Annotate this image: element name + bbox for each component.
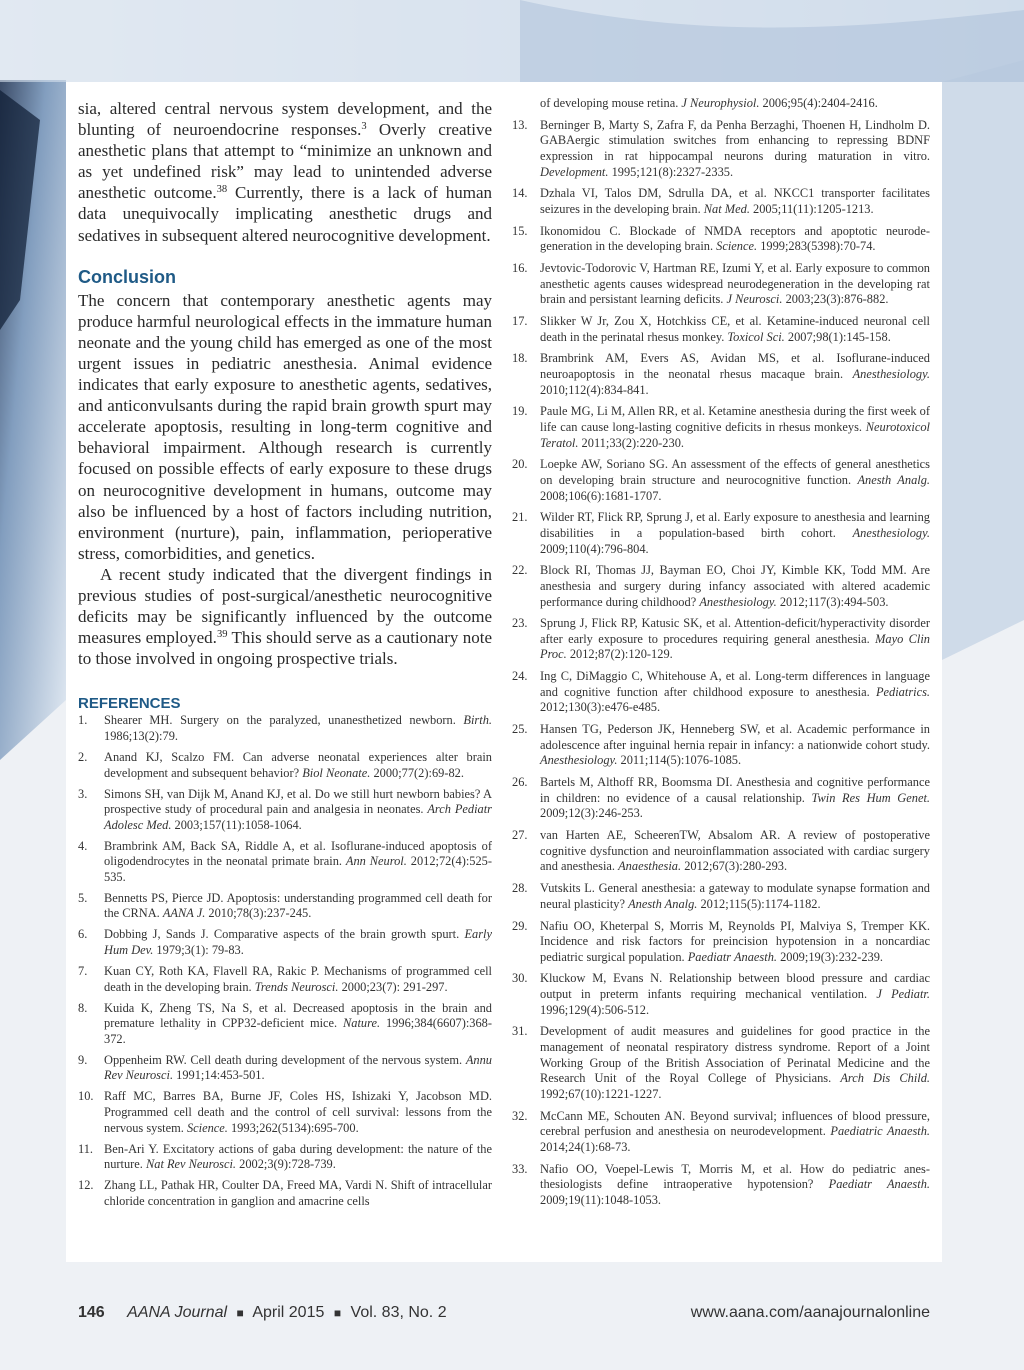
reference-number: 26. xyxy=(512,775,528,790)
reference-text xyxy=(104,1178,492,1209)
reference-journal: Science. xyxy=(716,239,758,254)
reference-body: Slikker W Jr, Zou X, Hotchkiss CE, et al. Ketamine-induced neuronal cell death in the perinatal rhesus monkey. xyxy=(540,314,930,344)
reference-citation: 2011;114(5):1076-1085. xyxy=(617,753,742,768)
reference-body: Brambrink AM, Evers AS, Avidan MS, et al. Isoflurane-induced neuroapoptosis in the neonatal rhesus macaque brain. xyxy=(540,351,930,382)
reference-text xyxy=(540,775,930,822)
reference-journal: AANA J. xyxy=(162,906,206,921)
references-list-right xyxy=(512,96,930,1208)
reference-number: 13. xyxy=(512,117,528,132)
page-footer xyxy=(78,1304,930,1322)
reference-citation: 2010;78(3):237-245. xyxy=(205,906,312,921)
reference-citation: 2014;24(1):68-73. xyxy=(540,1139,631,1154)
reference-journal: Annu Rev Neurosci. xyxy=(104,1052,492,1083)
reference-number: 23. xyxy=(512,616,528,631)
reference-body: Anand KJ, Scalzo FM. Can adverse neonatal experiences alter brain development and subsequent behavior? xyxy=(104,749,492,780)
reference-number: 16. xyxy=(512,261,528,276)
reference-text xyxy=(104,1053,492,1084)
reference-number: 15. xyxy=(512,223,528,238)
reference-body: Kluckow M, Evans N. Relationship between blood pressure and cardiac output in preterm infants requiring mechanical ventilation. xyxy=(540,971,930,1002)
reference-citation: 2012;117(3):494-503. xyxy=(776,594,889,609)
reference-text xyxy=(540,722,930,769)
reference-citation: 2012;130(3):e476-e485. xyxy=(540,700,661,715)
reference-number: 28. xyxy=(512,881,528,896)
reference-citation: 2009;110(4):796-804. xyxy=(540,541,649,556)
reference-number: 31. xyxy=(512,1024,528,1039)
reference-body: Sprung J, Flick RP, Katusic SK, et al. Attention-deficit/hyperactivity disorder after early exposure to procedures requiring general anesthesia. xyxy=(540,616,930,646)
reference-citation: 1979;3(1): 79-83. xyxy=(153,943,244,958)
reference-journal: J Neurophysiol. xyxy=(681,96,760,110)
reference-journal: Early Hum Dev. xyxy=(104,927,492,958)
reference-number: 12. xyxy=(78,1178,94,1193)
reference-number: 24. xyxy=(512,669,528,684)
reference-number: 19. xyxy=(512,404,528,419)
reference-body: Dzhala VI, Talos DM, Sdrulla DA, et al. NKCC1 transporter facilitates seizures in the developing brain. xyxy=(540,186,930,216)
reference-citation: 2008;106(6):1681-1707. xyxy=(540,488,662,503)
reference-journal: Neurotoxicol Teratol. xyxy=(540,420,930,450)
reference-body: Vutskits L. General anesthesia: a gateway to modulate synapse formation and neural plasticity? xyxy=(540,881,930,911)
reference-text xyxy=(540,118,930,180)
page-number: 146 xyxy=(78,1304,105,1321)
reference-number: 29. xyxy=(512,918,528,933)
reference-item xyxy=(78,1089,492,1136)
reference-journal: Arch Dis Child. xyxy=(840,1071,930,1086)
article-page xyxy=(66,82,942,1262)
left-column xyxy=(78,98,492,1215)
reference-journal: Mayo Clin Proc. xyxy=(540,631,930,662)
reference-body: Zhang LL, Pathak HR, Coulter DA, Freed MA, Vardi N. Shift of intracellular chloride concentration in ganglion and amacrine cells xyxy=(104,1178,492,1208)
reference-citation: 2006;95(4):2404-2416. xyxy=(759,96,878,110)
conclusion-paragraph-1: The concern that contemporary anesthetic agents may produce harmful neurological effects in the immature human neonate and the young child has emerged as one of the most urgent issues in pediatric anesthesia. Animal evidence indicates that early exposure to anesthetic agents, sedatives, and anticonvulsants during the rapid brain growth spurt may accelerate apoptosis, resulting in long-term cognitive and behavioral impairment. Although research is currently focused on possible effects of early exposure to these drugs on neurocognitive development in humans, outcome may also be influenced by a host of factors including nutrition, environment (nurture), pain, inflammation, perioperative stress, comorbidities, and genetics. xyxy=(78,290,492,563)
reference-body: Wilder RT, Flick RP, Sprung J, et al. Early exposure to anesthesia and learning disabilities in a population-based birth cohort. xyxy=(540,510,930,540)
reference-text xyxy=(540,96,930,112)
reference-item xyxy=(512,563,930,610)
reference-item xyxy=(78,713,492,744)
reference-item xyxy=(512,1024,930,1102)
reference-body: Oppenheim RW. Cell death during development of the nervous system. xyxy=(104,1052,466,1067)
reference-item xyxy=(512,186,930,217)
reference-item xyxy=(78,787,492,834)
reference-citation: 1992;67(10):1221-1227. xyxy=(540,1086,662,1101)
reference-item xyxy=(78,1142,492,1173)
reference-body: Simons SH, van Dijk M, Anand KJ, et al. Do we still hurt newborn babies? A prospective study of procedural pain and analgesia in neonates. xyxy=(104,786,492,817)
reference-text xyxy=(540,919,930,966)
right-column xyxy=(512,96,930,1215)
footer-citation xyxy=(78,1304,447,1322)
reference-body: Dobbing J, Sands J. Comparative aspects of the brain growth spurt. xyxy=(104,927,465,942)
reference-journal: Paediatr Anaesth. xyxy=(687,949,777,964)
reference-number: 6. xyxy=(78,927,88,942)
reference-text xyxy=(540,510,930,557)
reference-item xyxy=(512,118,930,180)
reference-journal: Nat Rev Neurosci. xyxy=(145,1157,237,1172)
reference-item xyxy=(78,1001,492,1048)
reference-number: 20. xyxy=(512,457,528,472)
reference-body: Nafio OO, Voepel-Lewis T, Morris M, et al. How do pediatric anesthesiologists define intraoperative hypotension? xyxy=(540,1161,930,1192)
reference-citation: 2000;23(7): 291-297. xyxy=(338,979,448,994)
reference-journal: Development. xyxy=(540,164,609,179)
reference-body: Ikonomidou C. Blockade of NMDA receptors and apoptotic neurodegeneration in the developing brain. xyxy=(540,223,930,254)
reference-journal: Ann Neurol. xyxy=(345,854,407,869)
reference-citation: 1995;121(8):2327-2335. xyxy=(608,164,734,179)
reference-body: Kuida K, Zheng TS, Na S, et al. Decreased apoptosis in the brain and premature lethality in CPP32-deficient mice. xyxy=(104,1000,492,1031)
separator-2: ■ xyxy=(333,1306,342,1320)
reference-item xyxy=(512,457,930,504)
reference-item xyxy=(512,971,930,1018)
reference-text xyxy=(540,1024,930,1102)
reference-text xyxy=(540,669,930,716)
reference-item xyxy=(512,722,930,769)
reference-citation: 2012;67(3):280-293. xyxy=(681,859,788,874)
reference-citation: 2009;12(3):246-253. xyxy=(540,806,643,821)
reference-number: 14. xyxy=(512,186,528,201)
reference-item xyxy=(512,404,930,451)
reference-number: 33. xyxy=(512,1161,528,1176)
reference-citation: 2005;11(11):1205-1213. xyxy=(749,201,874,216)
reference-item xyxy=(78,750,492,781)
reference-body: Development of audit measures and guidelines for good practice in the management of neonatal respiratory distress syndrome. Report of a Joint Working Group of the British Association of Perinatal Medicine and the Research Unit of the Royal College of Physicians. xyxy=(540,1024,930,1086)
reference-item xyxy=(512,775,930,822)
reference-item xyxy=(78,927,492,958)
reference-journal: Paediatric Anaesth. xyxy=(830,1124,930,1139)
reference-text xyxy=(540,828,930,875)
reference-journal: Nat Med. xyxy=(703,201,750,216)
reference-number: 32. xyxy=(512,1108,528,1123)
reference-citation: 2007;98(1):145-158. xyxy=(784,329,891,344)
reference-text xyxy=(540,314,930,345)
reference-number: 7. xyxy=(78,964,88,978)
reference-item xyxy=(512,261,930,308)
reference-text xyxy=(540,971,930,1018)
reference-body: Jevtovic-Todorovic V, Hartman RE, Izumi Y, et al. Early exposure to common anesthetic agents causes widespread neurodegeneration in the developing rat brain and persistant learning deficits. xyxy=(540,261,930,307)
journal-url[interactable]: www.aana.com/aanajournalonline xyxy=(690,1304,930,1321)
reference-journal: Arch Pediatr Adolesc Med. xyxy=(104,802,493,832)
reference-text xyxy=(540,261,930,308)
reference-item xyxy=(78,964,492,995)
reference-text xyxy=(104,1142,492,1173)
reference-number: 21. xyxy=(512,510,528,525)
reference-number: 8. xyxy=(78,1000,88,1015)
reference-body: Brambrink AM, Back SA, Riddle A, et al. Isoflurane-induced apoptosis of oligodendrocytes in the neonatal primate brain. xyxy=(104,838,492,869)
reference-citation: 2003;23(3):876-882. xyxy=(782,292,889,307)
journal-name: AANA Journal xyxy=(127,1304,228,1321)
reference-journal: Birth. xyxy=(463,713,492,728)
reference-citation: 2009;19(3):232-239. xyxy=(777,949,883,964)
reference-item xyxy=(78,839,492,886)
reference-number: 10. xyxy=(78,1089,94,1104)
reference-citation: 2003;157(11):1058-1064. xyxy=(171,817,302,832)
reference-item xyxy=(512,510,930,557)
conclusion-paragraph-2: A recent study indicated that the divergent findings in previous studies of post-surgical/anesthetic neurocognitive deficits may be significantly influenced by the outcome measures employed.$^{39}$ This should serve as a cautionary note to those involved in ongoing prospective trials. xyxy=(78,564,493,669)
reference-citation: 1991;14:453-501. xyxy=(173,1068,265,1083)
reference-text xyxy=(104,787,492,834)
reference-text xyxy=(104,713,492,744)
reference-citation: 2002;3(9):728-739. xyxy=(236,1157,336,1172)
reference-journal: Anesth Analg. xyxy=(628,896,698,911)
reference-text xyxy=(104,839,492,886)
reference-text xyxy=(104,1089,492,1136)
reference-text xyxy=(540,404,930,451)
reference-item xyxy=(78,891,492,922)
reference-body: Paule MG, Li M, Allen RR, et al. Ketamine anesthesia during the first week of life can cause long-lasting cognitive deficits in rhesus monkeys. xyxy=(540,404,930,434)
reference-citation: 2010;112(4):834-841. xyxy=(540,382,649,397)
reference-text xyxy=(104,964,492,995)
reference-body: McCann ME, Schouten AN. Beyond survival; influences of blood pressure, cerebral perfusion and anesthesia on neurodevelopment. xyxy=(540,1108,930,1139)
intro-paragraph: sia, altered central nervous system development, and the blunting of neuroendocrine responses.$^3$ Overly creative anesthetic plans that attempt to “minimize an unknown and as yet undefined risk” may lead to unintended adverse anesthetic outcome.$^{38}$ Currently, there is a lack of human data unequivocally implicating anesthetic drugs and sedatives in subsequent altered neurocognitive development. xyxy=(78,99,492,245)
reference-number: 11. xyxy=(78,1141,94,1156)
reference-number: 5. xyxy=(78,890,88,905)
reference-citation: 1986;13(2):79. xyxy=(104,728,178,743)
reference-text xyxy=(540,616,930,663)
reference-journal: Trends Neurosci. xyxy=(254,979,339,994)
reference-number: 22. xyxy=(512,563,528,578)
reference-item xyxy=(512,828,930,875)
reference-text xyxy=(540,351,930,398)
reference-item xyxy=(512,1109,930,1156)
reference-body: Ing C, DiMaggio C, Whitehouse A, et al. Long-term differences in language and cognitive function after childhood exposure to anesthesia. xyxy=(540,669,930,699)
reference-item xyxy=(512,1162,930,1209)
reference-journal: Anesthesiology. xyxy=(540,753,618,768)
reference-body: Loepke AW, Soriano SG. An assessment of the effects of general anesthetics on developing brain structure and neurocognitive function. xyxy=(540,457,930,487)
conclusion-heading: Conclusion xyxy=(78,266,176,287)
reference-body: Nafiu OO, Kheterpal S, Morris M, Reynolds PI, Malviya S, Tremper KK. Incidence and risk factors for preincision hypotension in a noncardiac pediatric surgical population. xyxy=(540,918,930,964)
reference-number: 4. xyxy=(78,838,88,853)
reference-item xyxy=(512,351,930,398)
reference-citation: 1993;262(5134):695-700. xyxy=(227,1120,359,1135)
reference-journal: J Neurosci. xyxy=(726,292,783,307)
reference-citation: 1996;384(6607):368-372. xyxy=(104,1016,492,1046)
reference-text xyxy=(104,891,492,922)
reference-body: Block RI, Thomas JJ, Bayman EO, Choi JY, Kimble KK, Todd MM. Are anesthesia and surgery during infancy associated with altered academic performance during childhood? xyxy=(540,563,930,609)
issue-date: April 2015 xyxy=(252,1304,325,1321)
reference-number: 18. xyxy=(512,351,528,366)
reference-body: Bartels M, Althoff RR, Boomsma DI. Anesthesia and cognitive performance in children: no evidence of a causal relationship. xyxy=(540,775,930,805)
reference-body: Raff MC, Barres BA, Burne JF, Coles HS, Ishizaki Y, Jacobson MD. Programmed cell death and the control of cell survival: lessons from the nervous system. xyxy=(104,1089,492,1135)
reference-item xyxy=(512,919,930,966)
reference-text xyxy=(104,1001,492,1048)
reference-number: 30. xyxy=(512,971,528,986)
reference-item xyxy=(78,1053,492,1084)
reference-journal: J Pediatr. xyxy=(876,987,930,1002)
reference-journal: Anesthesiology. xyxy=(852,525,930,540)
reference-text xyxy=(104,927,492,958)
reference-citation: 2012;87(2):120-129. xyxy=(566,647,673,662)
reference-citation: 2012;72(4):525-535. xyxy=(104,854,492,884)
reference-citation: 2012;115(5):1174-1182. xyxy=(697,896,821,911)
separator-1: ■ xyxy=(236,1306,244,1320)
reference-citation: 1999;283(5398):70-74. xyxy=(757,239,876,254)
reference-text xyxy=(540,1162,930,1209)
reference-body: van Harten AE, ScheerenTW, Absalom AR. A review of postoperative cognitive dysfunction and neuroinflammation associated with cardiac surgery and anesthesia. xyxy=(540,828,930,874)
reference-citation: 1996;129(4):506-512. xyxy=(540,1002,650,1017)
reference-item xyxy=(512,881,930,912)
references-heading: REFERENCES xyxy=(78,695,181,713)
reference-body: Shearer MH. Surgery on the paralyzed, unanesthetized newborn. xyxy=(104,713,464,728)
reference-journal: Paediatr Anaesth. xyxy=(828,1177,930,1192)
reference-number: 17. xyxy=(512,314,528,329)
reference-number: 27. xyxy=(512,828,528,843)
reference-journal: Science. xyxy=(186,1120,228,1135)
reference-number: 2. xyxy=(78,749,88,764)
reference-text xyxy=(104,750,492,781)
reference-number: 9. xyxy=(78,1052,88,1067)
reference-journal: Anesth Analg. xyxy=(857,472,930,487)
reference-item xyxy=(512,616,930,663)
reference-text xyxy=(540,563,930,610)
reference-body: Kuan CY, Roth KA, Flavell RA, Rakic P. Mechanisms of programmed cell death in the developing brain. xyxy=(104,964,492,994)
reference-text xyxy=(540,1109,930,1156)
reference-journal: Anesthesiology. xyxy=(699,594,777,609)
reference-body: Berninger B, Marty S, Zafra F, da Penha Berzaghi, Thoenen H, Lindholm D. GABAergic stimulation switches from enhancing to repressing BDNF expression in rat hippocampal neurons during maturation in vitro. xyxy=(540,117,930,163)
reference-citation: 2011;33(2):220-230. xyxy=(578,435,684,450)
reference-text xyxy=(540,224,930,255)
reference-text xyxy=(540,457,930,504)
reference-text xyxy=(540,186,930,217)
reference-item xyxy=(512,669,930,716)
reference-item xyxy=(78,1178,492,1209)
reference-text xyxy=(540,881,930,912)
reference-item xyxy=(512,96,930,112)
reference-body: Hansen TG, Pederson JK, Henneberg SW, et al. Academic performance in adolescence after inguinal hernia repair in infancy: a nationwide cohort study. xyxy=(540,722,930,752)
reference-journal: Nature. xyxy=(343,1016,381,1031)
reference-journal: Biol Neonate. xyxy=(302,765,371,780)
reference-journal: Anaesthesia. xyxy=(618,859,682,874)
reference-journal: Anesthesiology. xyxy=(852,367,930,382)
reference-body: Ben-Ari Y. Excitatory actions of gaba during development: the nature of the nurture. xyxy=(104,1141,492,1172)
reference-journal: Twin Res Hum Genet. xyxy=(811,790,930,805)
reference-citation: 2000;77(2):69-82. xyxy=(370,765,464,780)
reference-item xyxy=(512,314,930,345)
reference-number: 3. xyxy=(78,786,88,801)
references-list-left xyxy=(78,713,492,1209)
reference-body: Bennetts PS, Pierce JD. Apoptosis: understanding programmed cell death for the CRNA. xyxy=(104,890,492,921)
reference-journal: Toxicol Sci. xyxy=(727,329,785,344)
reference-body: of developing mouse retina. xyxy=(540,96,682,110)
reference-item xyxy=(512,224,930,255)
reference-number: 1. xyxy=(78,713,88,728)
reference-journal: Pediatrics. xyxy=(875,684,930,699)
reference-number: 25. xyxy=(512,722,528,737)
reference-citation: 2009;19(11):1048-1053. xyxy=(540,1192,662,1207)
volume-info: Vol. 83, No. 2 xyxy=(350,1304,447,1321)
